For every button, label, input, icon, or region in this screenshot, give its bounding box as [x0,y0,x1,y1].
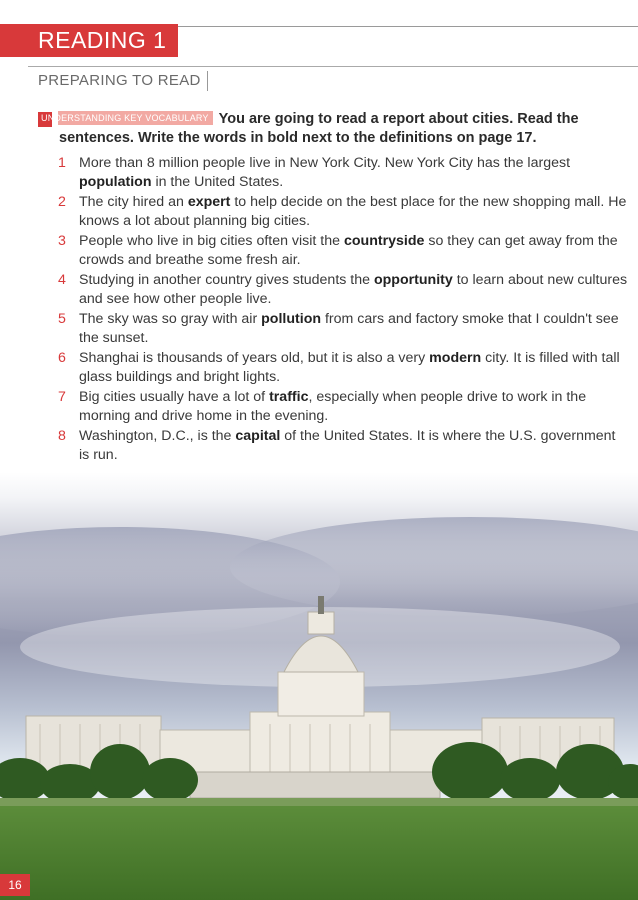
exercise-instruction: You are going to read a report about cities. Read the sentences. Write the words in bold next to the definitions on page 17. [59,111,579,146]
exercise-instruction-block [31,110,628,148]
vocab-word: expert [187,194,231,210]
vocab-word: traffic [269,389,309,405]
item-text: Shanghai is thousands of years old, but it is also a very modern city. It is filled with tall glass buildings and bright lights. [79,350,620,385]
subsection-rule [28,66,638,67]
list-item [38,349,628,387]
item-number: 8 [58,428,66,444]
exercise-number: 1 [38,112,52,127]
subsection-title: PREPARING TO READ [38,71,208,91]
exercise-skill-tag: UNDERSTANDING KEY VOCABULARY [58,111,213,125]
vocab-word: capital [235,428,281,444]
item-text: Studying in another country gives students the opportunity to learn about new cultures and see how other people live. [79,272,628,307]
capitol-photo [0,472,638,900]
list-item [38,154,628,192]
item-text: The sky was so gray with air pollution from cars and factory smoke that I couldn't see the sunset. [79,311,619,346]
list-item [38,388,628,426]
item-number: 5 [58,311,66,327]
dome-lantern [308,612,334,634]
exercise-block [31,110,628,466]
page-number: 16 [0,874,30,896]
lawn [0,798,638,900]
vocab-word: modern [429,350,482,366]
section-banner [0,24,178,57]
capitol-illustration [0,472,638,900]
lawn-edge [0,798,638,806]
inauguration-stand [190,772,440,798]
list-item [38,193,628,231]
list-item [38,310,628,348]
list-item [38,271,628,309]
item-number: 7 [58,389,66,405]
item-number: 1 [58,155,66,171]
item-number: 4 [58,272,66,288]
sentence-list [38,154,628,465]
vocab-word: pollution [261,311,322,327]
vocab-word: opportunity [373,272,453,288]
item-text: The city hired an expert to help decide on the best place for the new shopping mall. He knows a lot about planning big cities. [79,194,627,229]
item-text: Washington, D.C., is the capital of the United States. It is where the U.S. government is run. [79,428,616,463]
list-item [38,427,628,465]
item-number: 3 [58,233,66,249]
item-text: Big cities usually have a lot of traffic, especially when people drive to work in the morning and drive home in the evening. [79,389,587,424]
vocab-word: population [79,174,152,190]
list-item [38,232,628,270]
statue-of-freedom [318,596,324,614]
section-title: READING 1 [38,27,167,53]
item-text: People who live in big cities often visit the countryside so they can get away from the crowds and breathe some fresh air. [79,233,618,268]
item-text: More than 8 million people live in New York City. New York City has the largest population in the United States. [79,155,571,190]
item-number: 6 [58,350,66,366]
item-number: 2 [58,194,66,210]
vocab-word: countryside [343,233,425,249]
dome-drum [278,672,364,716]
